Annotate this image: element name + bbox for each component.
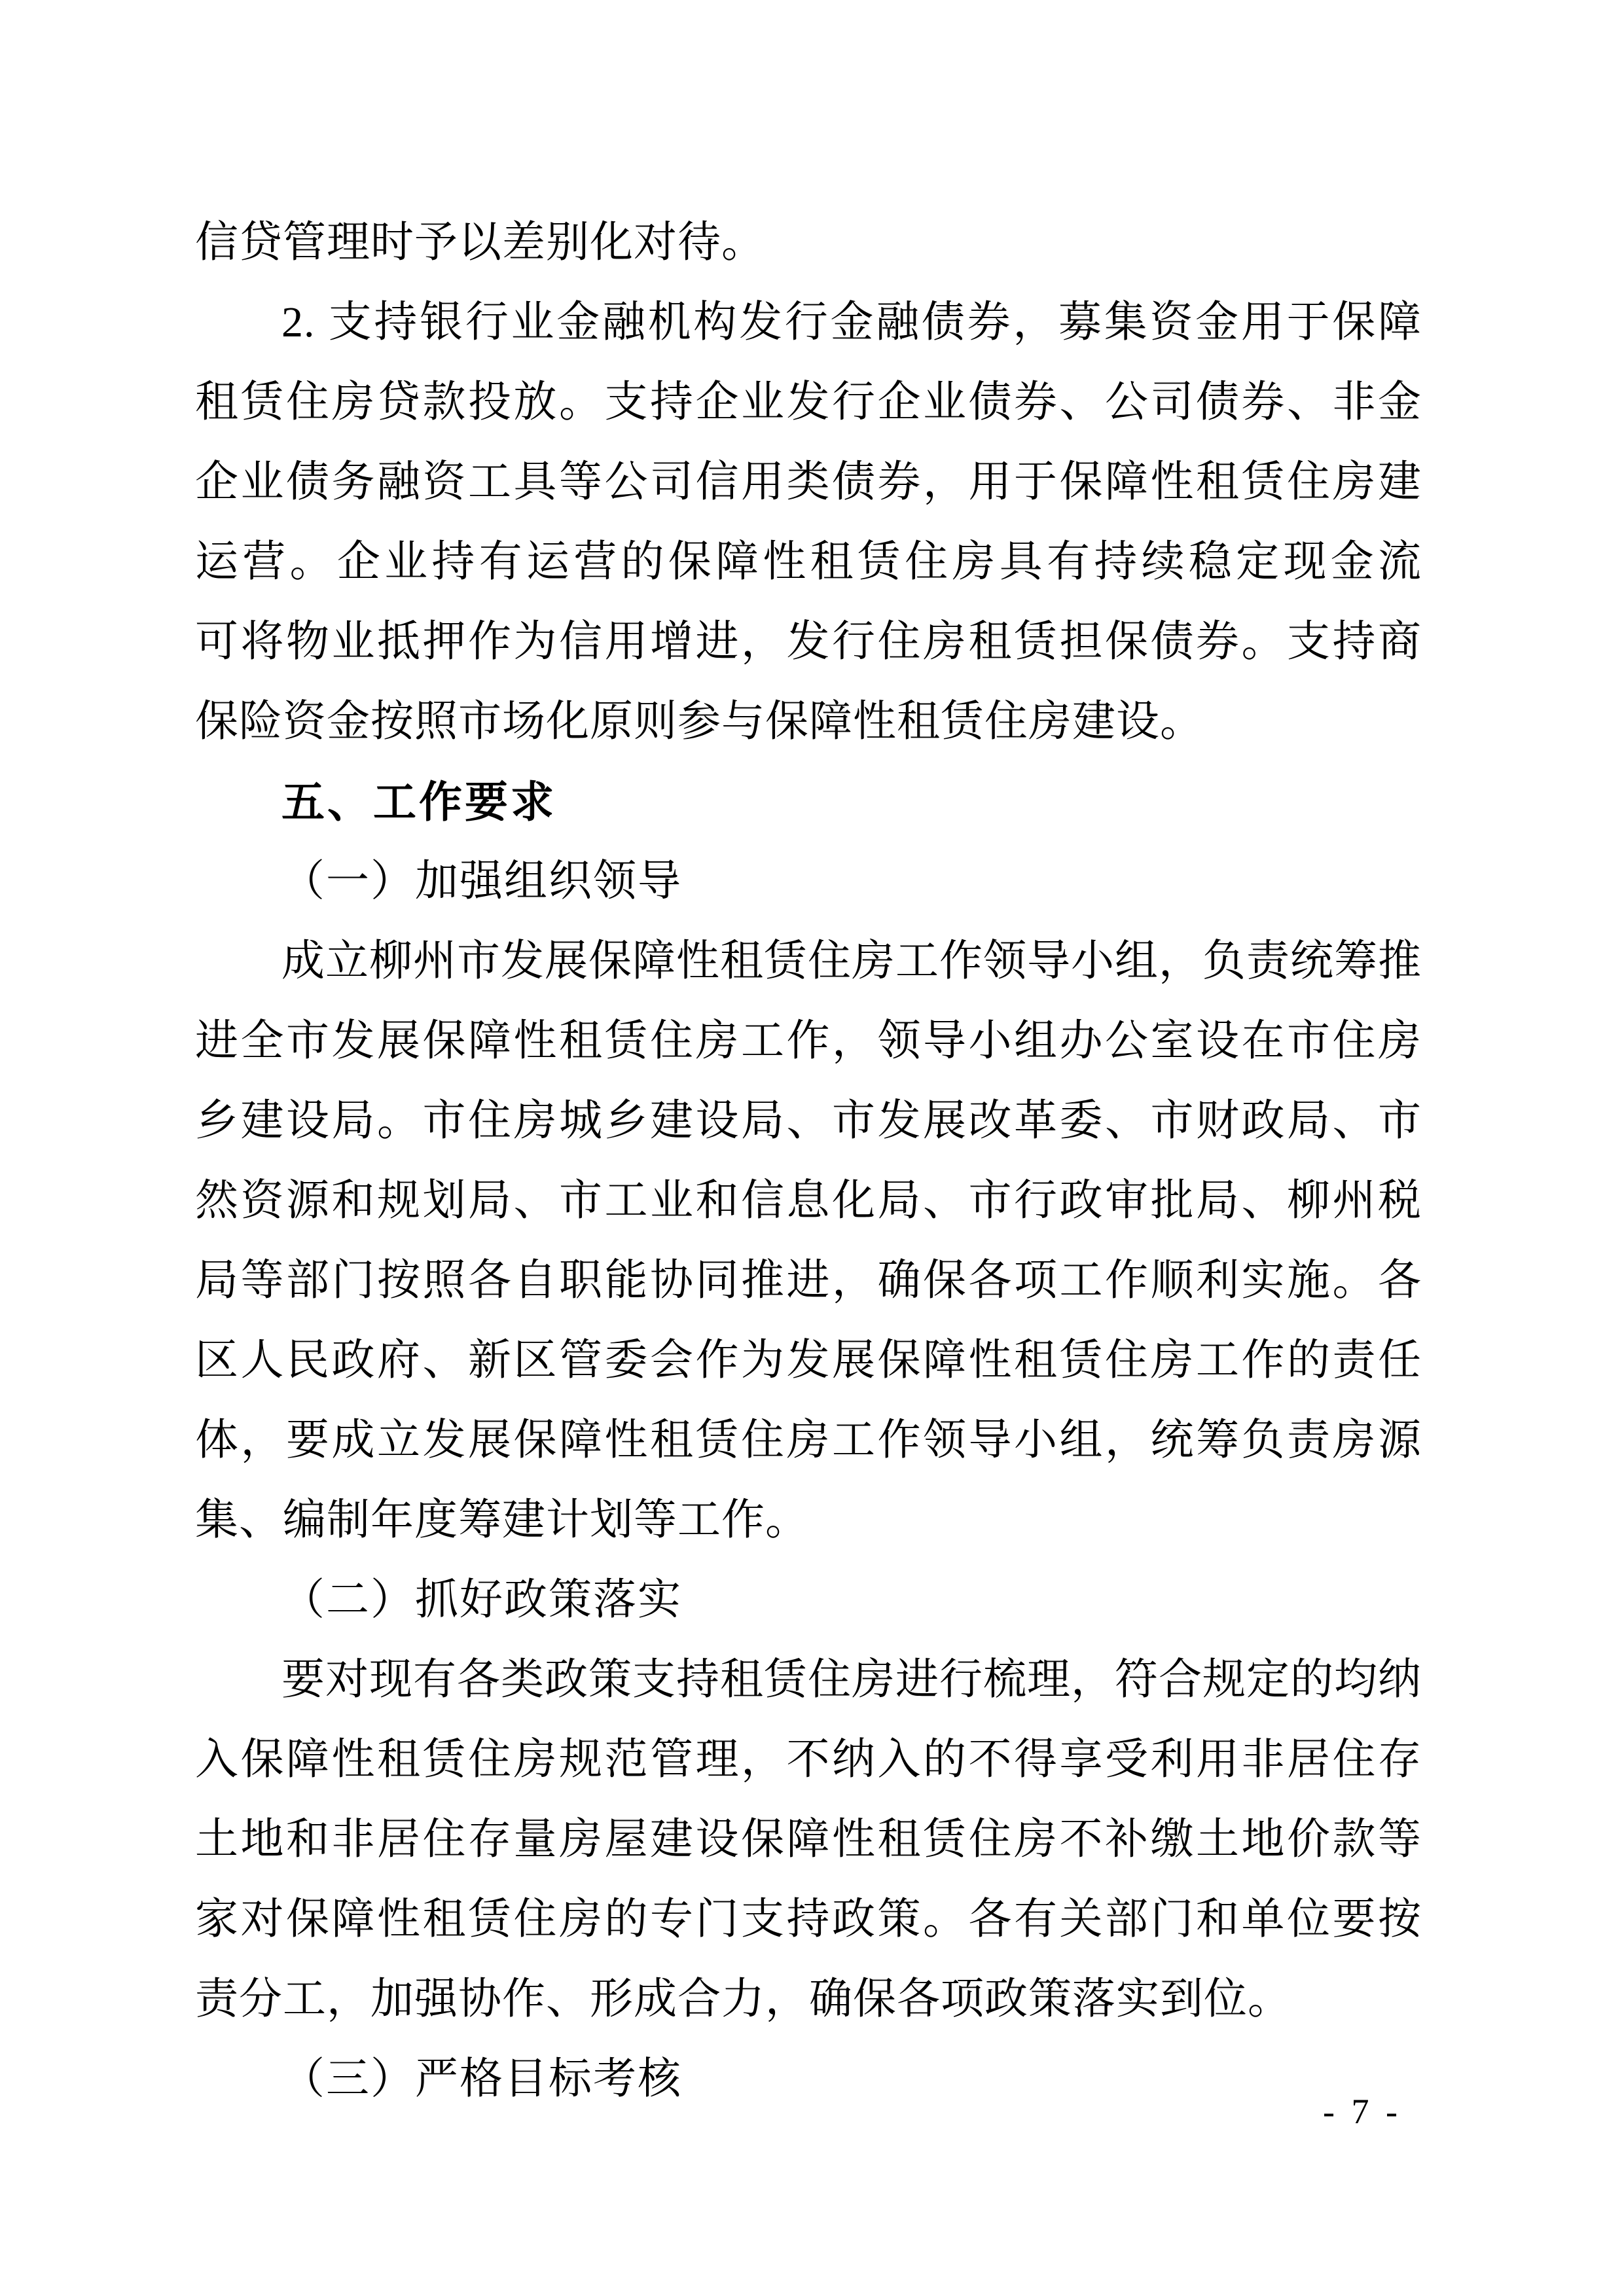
text-line: 要对现有各类政策支持租赁住房进行梳理，符合规定的均纳 [281, 1656, 1422, 1704]
text-line: 可将物业抵押作为信用增进，发行住房租赁担保债券。支持商 [195, 618, 1422, 666]
subsection-heading [195, 2039, 1422, 2119]
text-line: （二）抓好政策落实 [281, 1576, 682, 1624]
document-body [195, 203, 1422, 2119]
paragraph [195, 1640, 1422, 2039]
paragraph [195, 283, 1422, 762]
text-line: 五、工作要求 [281, 778, 556, 826]
paragraph [195, 203, 1422, 283]
text-line: 局等部门按照各自职能协同推进，确保各项工作顺利实施。各 [195, 1257, 1422, 1304]
text-line: 乡建设局。市住房城乡建设局、市发展改革委、市财政局、市 [195, 1097, 1422, 1145]
text-line: 租赁住房贷款投放。支持企业发行企业债券、公司债券、非金 [195, 378, 1422, 426]
text-line: 成立柳州市发展保障性租赁住房工作领导小组，负责统筹推 [281, 937, 1422, 985]
text-line: 进全市发展保障性租赁住房工作，领导小组办公室设在市住房 [195, 1017, 1422, 1065]
text-line: 责分工，加强协作、形成合力，确保各项政策落实到位。 [195, 1975, 1291, 2023]
text-line: （一）加强组织领导 [281, 857, 682, 905]
text-line: 家对保障性租赁住房的专门支持政策。各有关部门和单位要按 [195, 1895, 1422, 1943]
text-line: 信贷管理时予以差别化对待。 [195, 219, 765, 266]
section-heading [195, 762, 1422, 842]
text-line: 集、编制年度筹建计划等工作。 [195, 1496, 809, 1544]
subsection-heading [195, 842, 1422, 922]
subsection-heading [195, 1560, 1422, 1640]
text-line: 保险资金按照市场化原则参与保障性租赁住房建设。 [195, 698, 1204, 745]
text-line: （三）严格目标考核 [281, 2055, 682, 2103]
text-line: 入保障性租赁住房规范管理，不纳入的不得享受利用非居住存 [195, 1736, 1422, 1784]
text-line: 土地和非居住存量房屋建设保障性租赁住房不补缴土地价款等 [195, 1816, 1422, 1863]
text-line: 体，要成立发展保障性租赁住房工作领导小组，统筹负责房源 [195, 1416, 1422, 1464]
text-line: 然资源和规划局、市工业和信息化局、市行政审批局、柳州税 [195, 1177, 1422, 1225]
page-number: - 7 - [1323, 2092, 1401, 2131]
text-line: 运营。企业持有运营的保障性租赁住房具有持续稳定现金流 [195, 538, 1422, 586]
text-line: 企业债务融资工具等公司信用类债券，用于保障性租赁住房建 [195, 458, 1422, 506]
paragraph [195, 922, 1422, 1560]
text-line: 区人民政府、新区管委会作为发展保障性租赁住房工作的责任 [195, 1336, 1422, 1384]
text-line: 2. 支持银行业金融机构发行金融债券，募集资金用于保障 [281, 298, 1422, 346]
